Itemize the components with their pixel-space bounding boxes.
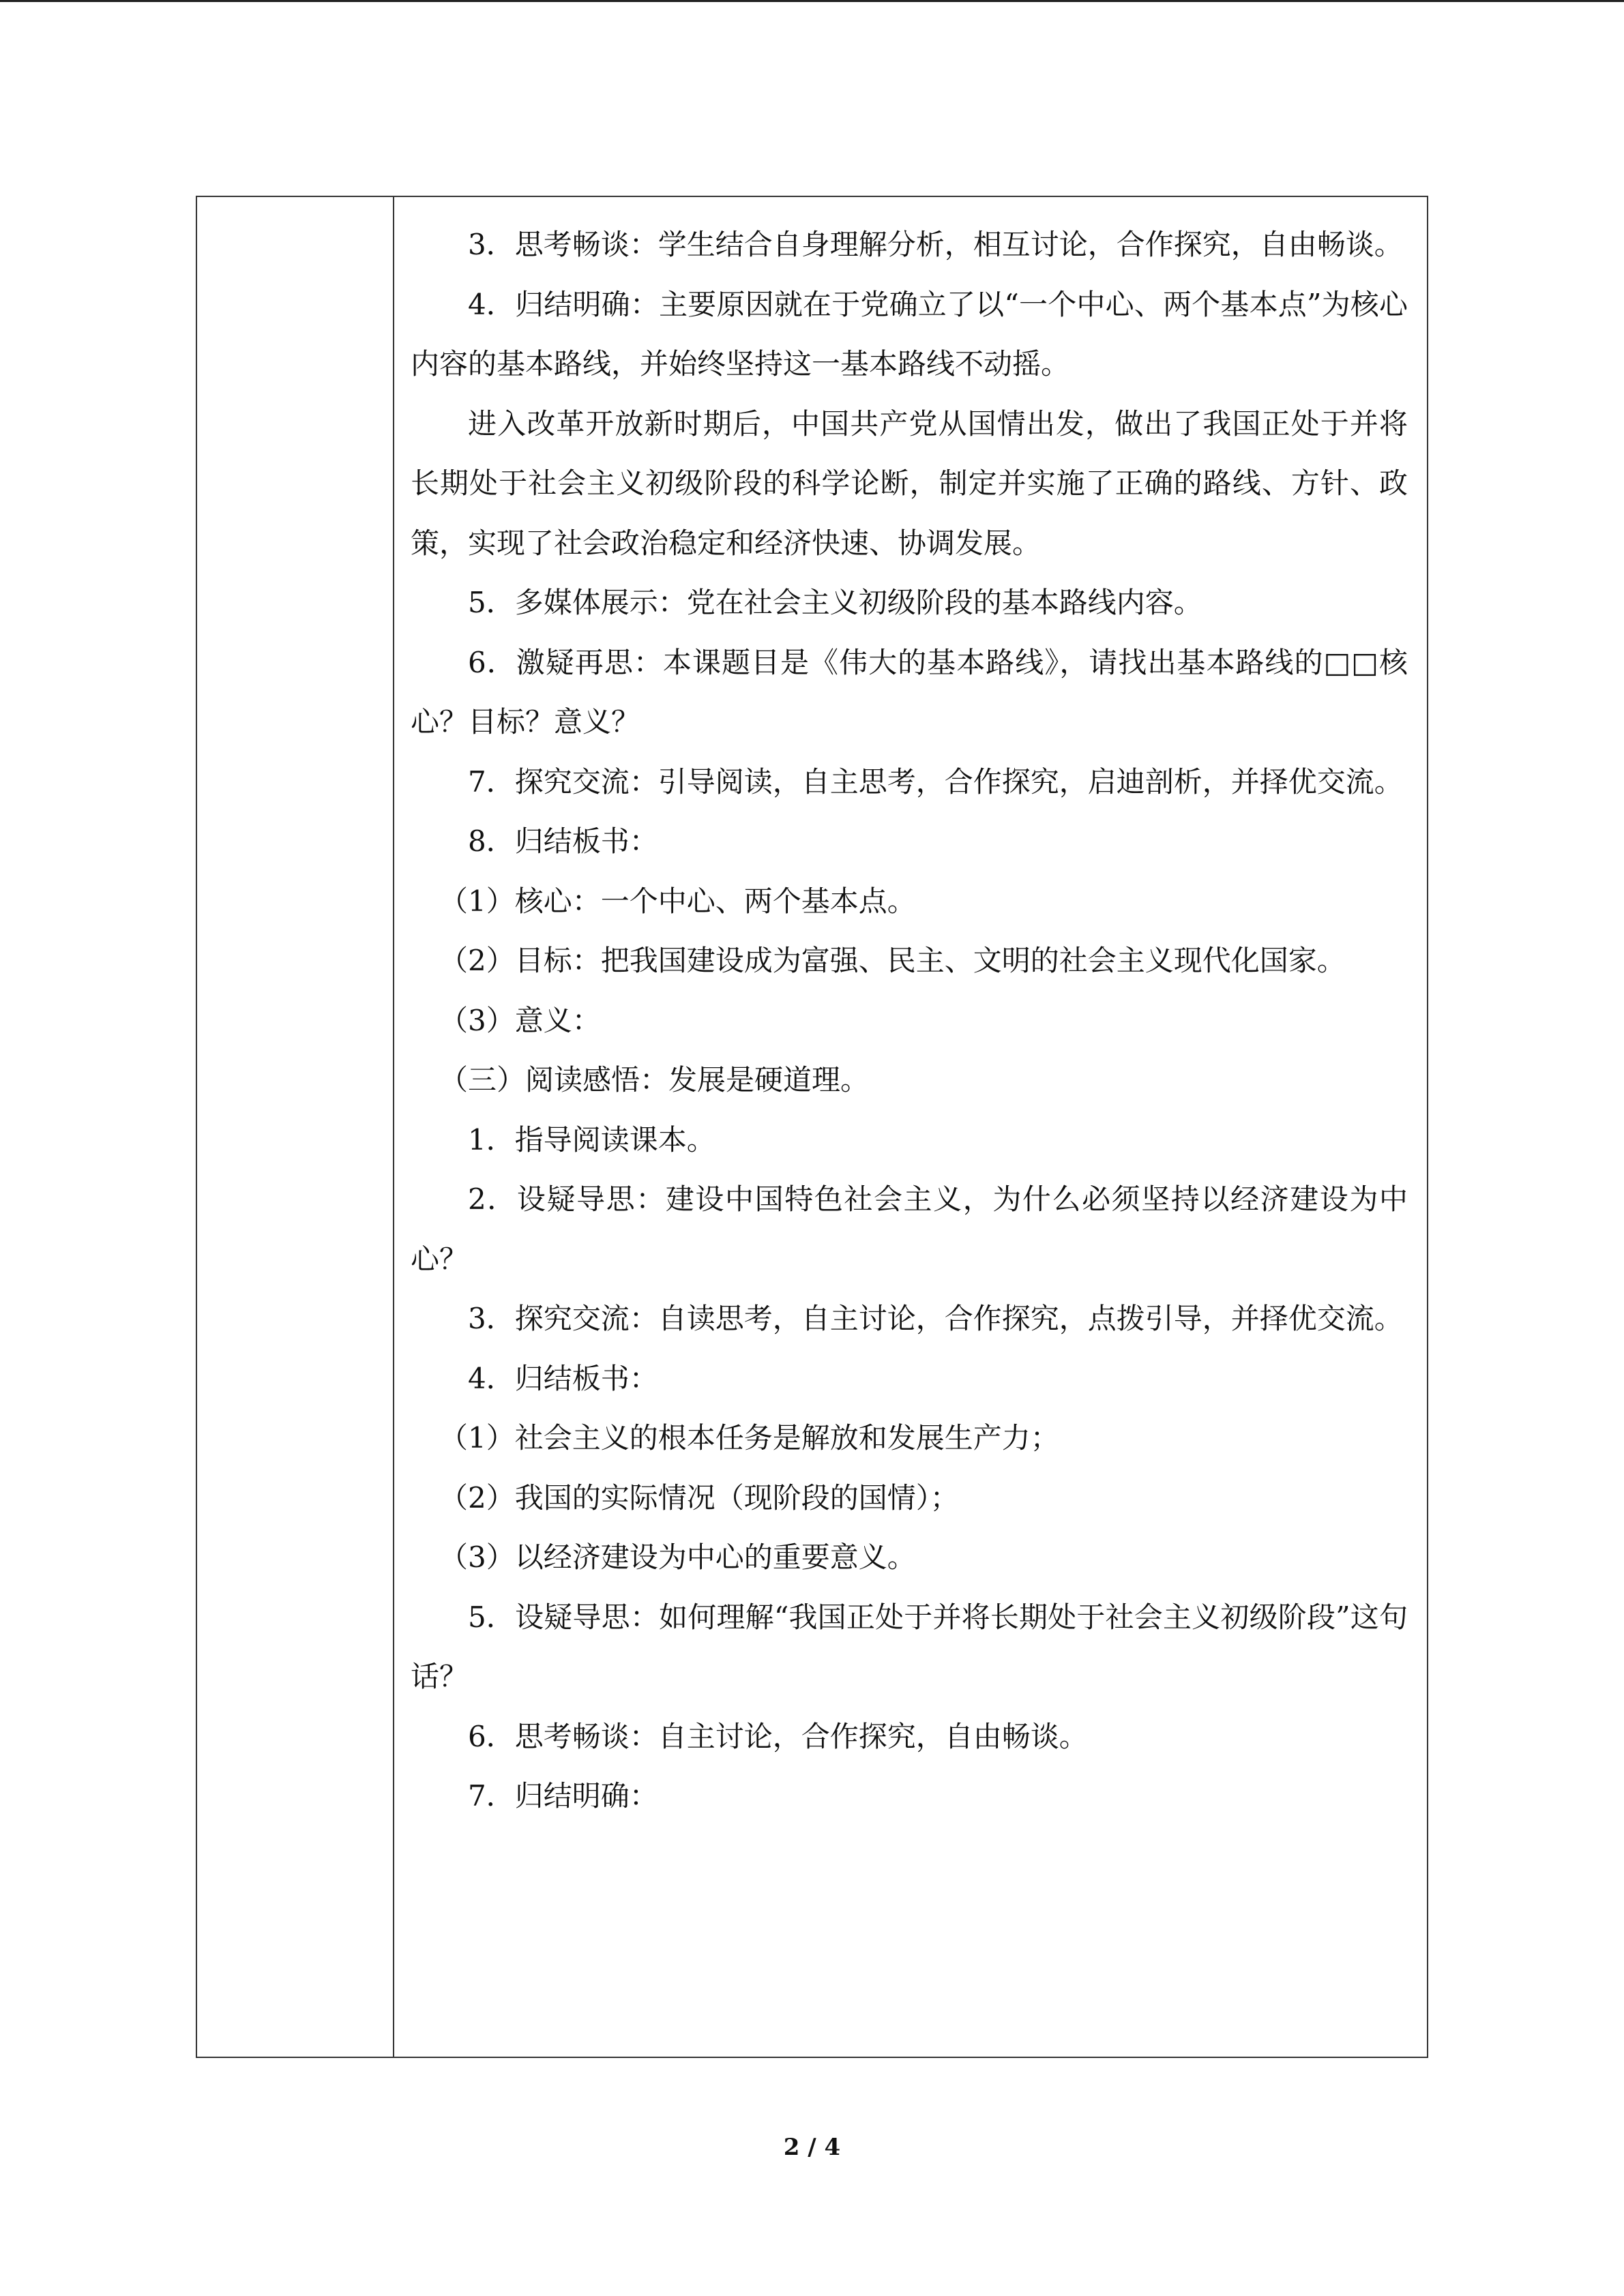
paragraph: （2）目标：把我国建设成为富强、民主、文明的社会主义现代化国家。 (439, 944, 1346, 977)
table-content-column (396, 197, 1427, 2057)
lesson-plan-table (196, 196, 1428, 2058)
paragraph: 4．归结板书： (468, 1361, 658, 1395)
paragraph: （3）以经济建设为中心的重要意义。 (439, 1540, 916, 1574)
table-left-column (197, 197, 394, 2057)
paragraph: 6．思考畅谈：自主讨论，合作探究，自由畅谈。 (468, 1719, 1088, 1753)
paragraph: 7．归结明确： (468, 1779, 658, 1813)
top-border-line (0, 0, 1624, 2)
paragraph: （1）核心：一个中心、两个基本点。 (439, 884, 916, 918)
paragraph: 7．探究交流：引导阅读，自主思考，合作探究，启迪剖析，并择优交流。 (468, 764, 1403, 799)
page-number: 2 / 4 (783, 2134, 841, 2161)
paragraph: 5．设疑导思：如何理解“我国正处于并将长期处于社会主义初级阶段”这句话？ (411, 1600, 1408, 1693)
paragraph: （三）阅读感悟：发展是硬道理。 (439, 1063, 870, 1097)
paragraph: 进入改革开放新时期后，中国共产党从国情出发，做出了我国正处于并将长期处于社会主义初级阶段的科学论断，制定并实施了正确的路线、方针、政策，实现了社会政治稳定和经济快速、协调发展。 (411, 406, 1408, 560)
paragraph: 2．设疑导思：建设中国特色社会主义，为什么必须坚持以经济建设为中心？ (411, 1182, 1408, 1276)
paragraph: 3．探究交流：自读思考，自主讨论，合作探究，点拨引导，并择优交流。 (468, 1302, 1403, 1335)
paragraph: 4．归结明确：主要原因就在于党确立了以“一个中心、两个基本点”为核心内容的基本路线，并始终坚持这一基本路线不动摇。 (411, 287, 1408, 381)
paragraph: 8．归结板书： (468, 824, 658, 858)
paragraph: （1）社会主义的根本任务是解放和发展生产力； (439, 1421, 1059, 1455)
paragraph: 6．激疑再思：本课题目是《伟大的基本路线》，请找出基本路线的□□核心？目标？意义？ (411, 645, 1408, 739)
paragraph: （3）意义： (439, 1003, 601, 1037)
paragraph: 1．指导阅读课本。 (468, 1122, 715, 1157)
paragraph: （2）我国的实际情况（现阶段的国情）； (439, 1480, 959, 1515)
paragraph: 3．思考畅谈：学生结合自身理解分析，相互讨论，合作探究，自由畅谈。 (468, 228, 1403, 261)
paragraph: 5．多媒体展示：党在社会主义初级阶段的基本路线内容。 (468, 586, 1202, 619)
